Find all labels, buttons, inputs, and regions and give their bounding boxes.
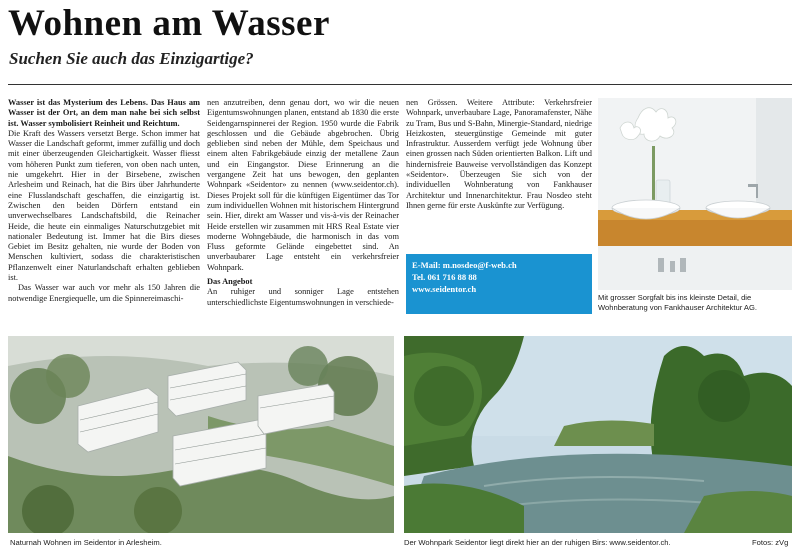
article-column-3 <box>406 98 592 211</box>
article-column-1 <box>8 98 200 304</box>
photo-credit: Fotos: zVg <box>752 538 789 547</box>
bathroom-illustration <box>598 98 792 290</box>
bathroom-photo <box>598 98 792 290</box>
section-title: Das Angebot <box>207 277 253 287</box>
body-paragraph: Das Wasser war auch vor mehr als 150 Jahren die notwendige Energiequelle, um die Spinnereimaschi- <box>8 283 200 303</box>
contact-box <box>406 254 592 314</box>
headline: Wohnen am Wasser <box>8 3 330 44</box>
contact-phone: Tel. 061 716 88 88 <box>412 272 477 282</box>
bathroom-caption: Mit grosser Sorgfalt bis ins kleinste Detail, die Wohnberatung von Fankhauser Architektur AG. <box>598 293 757 312</box>
rendering-photo <box>8 336 394 533</box>
body-paragraph: nen anzutreiben, denn genau dort, wo wir die neuen Eigentumswohnungen planen, entstand ab 1830 die erste Seidengarnspinnerei der Region. 1950 wurde die Fabrik geschlossen und die Gebäude abgebrochen. Übrig geblieben sind neben der Mühle, dem Speichaus und einem alten Fabrikgebäude einzig der metallene Zaun und ein Eingangstor. Diese Erinnerung an die vergangene Zeit hat uns bewogen, den geplanten Wohnpark «Seidentor» zu nennen (www.seidentor.ch). Dieses Projekt soll für die künftigen Eigentümer das Tor zum individuellen Wohnen mit historischem Hintergrund sein. Hier, direkt am Wasser und vis-à-vis der Reinacher Heide erstellen wir zusammen mit HRS Real Estate vier moderne Wohngebäude, die harmonisch in das vom Fluss geformte Gelände eingebettet sind. An unverbaubarer Lage entsteht ein verkehrsfreier Wohnpark. <box>207 98 399 272</box>
lead-paragraph: Wasser ist das Mysterium des Lebens. Das Haus am Wasser ist der Ort, an dem man nahe bei sich selbst ist. Wasser symbolisiert Reinheit und Reichtum. <box>8 98 200 128</box>
river-photo <box>404 336 792 533</box>
contact-email[interactable]: E-Mail: m.nosdeo@f-web.ch <box>412 260 517 270</box>
river-caption: Der Wohnpark Seidentor liegt direkt hier an der ruhigen Birs: www.seidentor.ch. <box>404 538 671 547</box>
body-paragraph: Die Kraft des Wassers versetzt Berge. Schon immer hat Wasser die Landschaft geformt, immer zufällig und doch mit einer überzeugenden Gleichartigkeit. Wasser fliesst vom höheren Punkt zum tieferen, von oben nach unten, nie umgekehrt. Hier in der Birsebene, zwischen Arlesheim und Reinach, hat die Birs über Jahrhunderte eine Flusslandschaft geschaffen, die einzigartig ist. Zwischen den beiden Dörfern entstand ein unverwechselbares Landschaftsbild, die Reinacher Heide, die heute ein einmaliges Naturschutzgebiet mit nationaler Bedeutung ist. Immer hat die Birs dieses Gebiet im Besitz gehalten, nie wurde der Boden von Menschen kultiviert, sodass die charakteristischen Pflanzenwelt einer Naturlandschaft erhalten geblieben ist. <box>8 128 200 283</box>
body-paragraph: nen Grössen. Weitere Attribute: Verkehrsfreier Wohnpark, unverbaubare Lage, Panoramafenster, Nähe zu Tram, Bus und S-Bahn, Minergie-Standard, niedrige Heizkosten, steuergünstige Gemeinde mit guter Infrastruktur. Ausserdem verfügt jede Wohnung über einen grossen nach Süden orientierten Balkon. Lift und hindernisfreie Bauweise vervollständigen das Konzept «Seidentor». Überzeugen Sie sich von der individuellen Wohnberatung von Fankhauser Architektur und Innenarchitektur. Frau Nosdeo steht Ihnen gerne für erste Auskünfte zur Verfügung. <box>406 98 592 210</box>
rendering-caption: Naturnah Wohnen im Seidentor in Arlesheim. <box>10 538 162 547</box>
article-column-2 <box>207 98 399 308</box>
river-landscape <box>404 336 792 533</box>
contact-web[interactable]: www.seidentor.ch <box>412 284 477 294</box>
header-rule <box>8 84 792 85</box>
subheadline: Suchen Sie auch das Einzigartige? <box>9 49 254 68</box>
architecture-rendering <box>8 336 394 533</box>
body-paragraph: An ruhiger und sonniger Lage entstehen unterschiedlichste Eigentumswohnungen in verschiede- <box>207 287 399 307</box>
